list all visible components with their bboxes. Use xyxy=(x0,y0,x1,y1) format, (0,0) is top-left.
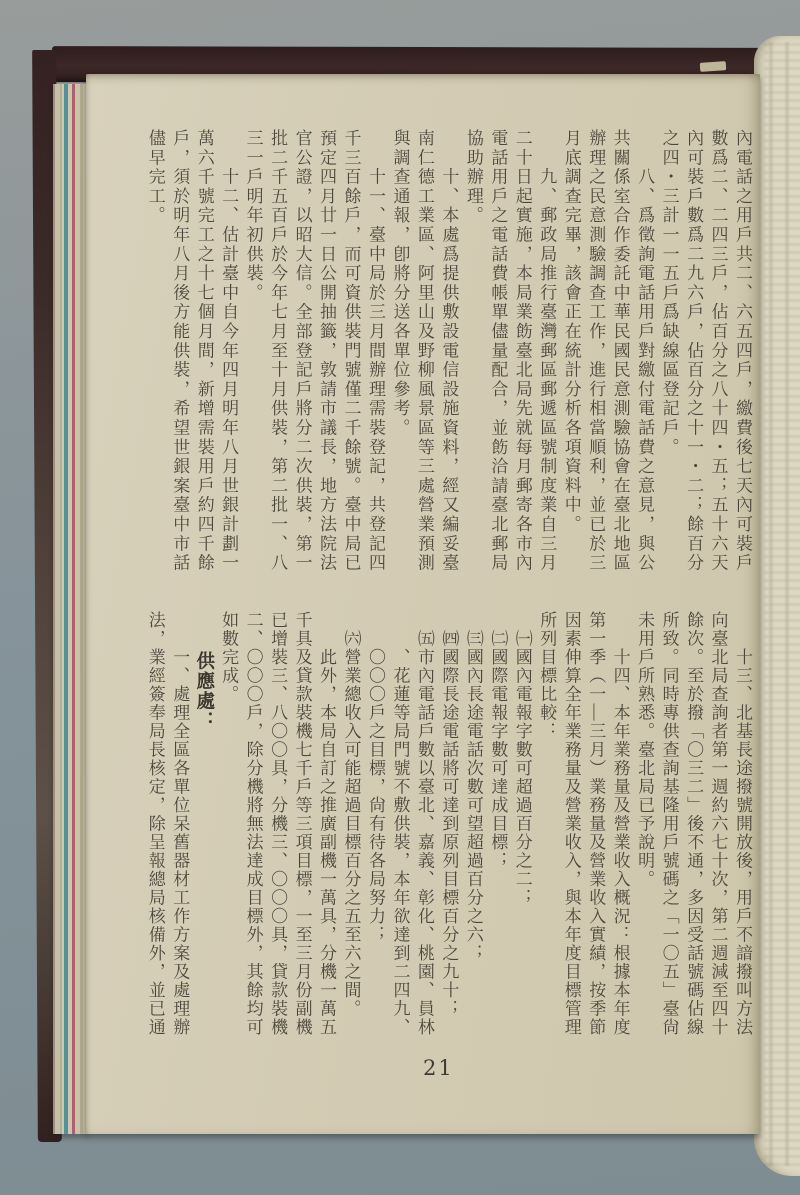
list-item-column: ㈠國內電報字數可超過百分之二； xyxy=(512,611,532,907)
text-column: 向臺北局查詢者第一週約六七十次，第二週減至四十 xyxy=(708,611,728,1037)
text-column: 內電話之用戶共二、六五四戶，繳費後七天內可裝戶 xyxy=(733,129,752,573)
list-item-column: 〇〇〇戶之目標，尙有待各局努力； xyxy=(365,611,385,944)
text-column: 萬六千號完工之十七個月間，新增需裝用戶約四千餘 xyxy=(194,129,214,573)
text-column: 千具及貸款裝機七千戶等三項目標，一至三月份副機 xyxy=(292,611,312,1037)
text-column: 南仁德工業區、阿里山及野柳風景區等三處營業預測 xyxy=(414,129,434,573)
text-column: 辦理之民意測驗調查工作，進行相當順利，並已於三 xyxy=(586,129,606,573)
text-column: 數爲二、二四三戶，佔百分之八十四・五；五十六天 xyxy=(708,129,728,573)
text-column: 一、處理全區各單位呆舊器材工作方案及處理辦 xyxy=(170,611,190,1037)
text-column: 十二、估計臺中自今年四月明年八月世銀計劃一 xyxy=(219,129,239,573)
list-item-column: ㈡國際電報字數可達成目標； xyxy=(488,611,508,870)
text-column: 二、〇〇〇戶，除分機將無法達成目標外，其餘均可 xyxy=(243,611,263,1037)
text-column: 共關係室合作委託中華民國民意測驗協會在臺北地區 xyxy=(610,129,630,573)
list-item-column: ㈢國內長途電話次數可望超過百分之六； xyxy=(463,611,483,963)
text-column: 協助辦理。 xyxy=(463,129,483,226)
list-item-column: ㈥營業總收入可能超過目標百分之五至六之間。 xyxy=(341,611,361,1018)
text-column: 儘早完工。 xyxy=(145,129,165,226)
text-column: 二十日起實施，本局業飭臺北局先就每月郵寄各市內 xyxy=(512,129,532,573)
list-item-column: ㈤市內電話戶數以臺北、嘉義、彰化、桃園、員林 xyxy=(414,611,434,1037)
text-column: 十、本處爲提供敷設電信設施資料，經又編妥臺 xyxy=(439,129,459,573)
text-column: 餘次。至於撥「〇三二」後不通，多因受話號碼佔線 xyxy=(684,611,704,1037)
text-column: 八、爲徵詢電話用戶對繳付電話費之意見，與公 xyxy=(635,129,655,573)
text-column: 與調查通報，卽將分送各單位參考。 xyxy=(390,129,410,438)
text-column: 此外，本局自訂之推廣副機一萬具，分機一萬五 xyxy=(317,611,337,1037)
text-column: 十一、臺中局於三月間辦理需裝登記，共登記四 xyxy=(365,129,385,573)
list-item-column: 、花蓮等局門號不敷供裝，本年欲達到二四九、 xyxy=(390,611,410,1037)
text-column: 所列目標比較： xyxy=(537,611,557,741)
text-column: 官公證，以昭大信。全部登記戶將分二次供裝，第一 xyxy=(292,129,312,573)
text-column: 三一戶明年初供裝。 xyxy=(243,129,263,303)
text-column: 如數完成。 xyxy=(219,611,239,704)
text-column: 批二千五百戶於今年七月至十月供裝，第二批一、八 xyxy=(268,129,288,573)
text-column: 未用戶所熟悉。臺北局已予說明。 xyxy=(635,611,655,889)
text-column: 戶，須於明年八月後方能供裝，希望世銀案臺中市話 xyxy=(170,129,190,573)
right-page-fore-edge xyxy=(754,36,800,1176)
upper-text-block xyxy=(142,129,754,581)
text-column: 月底調查完畢，該會正在統計分析各項資料中。 xyxy=(561,129,581,535)
lower-text-block xyxy=(142,611,754,1043)
text-column: 法，業經簽奉局長核定，除呈報總局核備外，並已通 xyxy=(145,611,165,1037)
text-column: 九、郵政局推行臺灣郵區郵遞區號制度業自三月 xyxy=(537,129,557,573)
list-item-column: ㈣國際長途電話將可達到原列目標百分之九十； xyxy=(439,611,459,1018)
section-heading: 供應處： xyxy=(193,611,214,731)
text-column: 電話用戶之電話費帳單儘量配合，並飭洽請臺北郵局 xyxy=(488,129,508,573)
page-number: 21 xyxy=(423,1056,454,1080)
text-column: 所致。同時專供查詢基隆用戶號碼之「一〇五」臺尙 xyxy=(659,611,679,1037)
text-column: 之四・三計一一五戶爲缺線區登記戶。 xyxy=(659,129,679,458)
text-column: 因素伸算全年業務量及營業收入，與本年度目標管理 xyxy=(561,611,581,1037)
text-column: 內可裝戶數爲二九六戶，佔百分之十一・二；餘百分 xyxy=(684,129,704,573)
text-column: 十三、北基長途撥號開放後，用戶不諳撥叫方法 xyxy=(733,611,752,1037)
text-column: 預定四月廿一日公開抽籤，敦請市議長，地方法院法 xyxy=(317,129,337,573)
cover-torn-chip xyxy=(700,61,727,72)
text-column: 已增裝三、八〇〇具，分機三、〇〇〇具，貸款裝機 xyxy=(268,611,288,1037)
text-column: 第一季（一—三月）業務量及營業收入實績，按季節 xyxy=(586,611,606,1037)
page-edge-stack xyxy=(53,84,88,1134)
text-column: 千三百餘戶，而可資供裝門號僅二千餘號。臺中局已 xyxy=(341,129,361,573)
text-column: 十四、本年業務量及營業收入概況：根據本年度 xyxy=(610,611,630,1037)
